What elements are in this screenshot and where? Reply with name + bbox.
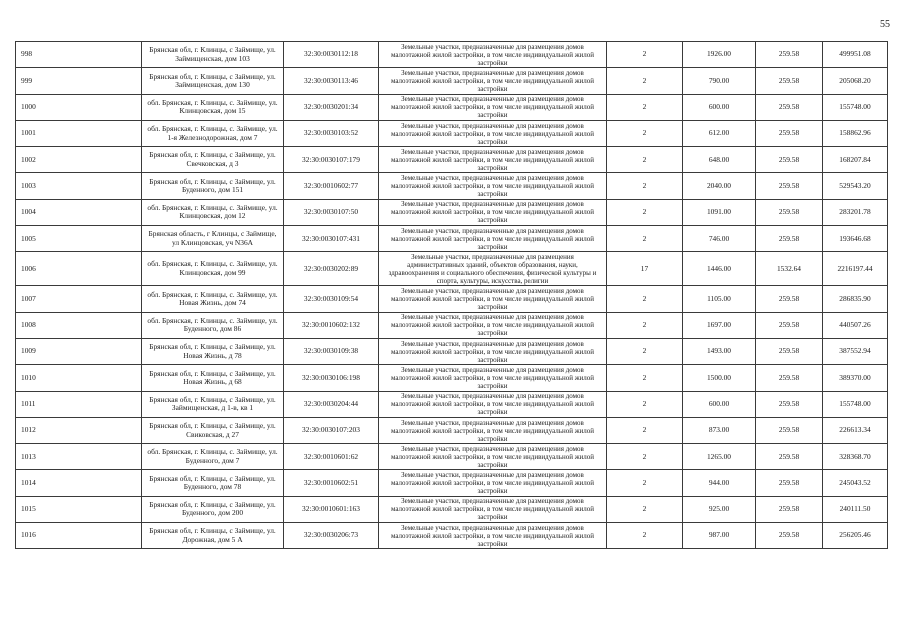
use-code-cell: 2 [607,42,683,68]
use-code-cell: 17 [607,252,683,286]
cadastral-value-cell: 226613.34 [823,417,888,443]
cadastral-number-cell: 32:30:0030112:18 [284,42,379,68]
row-number: 1013 [16,444,142,470]
specific-value-cell: 259.58 [756,338,823,364]
address-cell: Брянская обл, г. Клинцы, с Займище, ул. Новая Жизнь, д 68 [142,365,284,391]
row-number: 1016 [16,523,142,549]
cadastral-value-cell: 283201.78 [823,199,888,225]
land-use-cell: Земельные участки, предназначенные для размещения домов малоэтажной жилой застройки, в том числе индивидуальной жилой застройки [379,94,607,120]
use-code-cell: 2 [607,286,683,312]
row-number: 1001 [16,120,142,146]
land-use-cell: Земельные участки, предназначенные для размещения административных зданий, объектов образования, науки, здравоохранения и социального обеспечения, физической культуры и спорта, культуры, искусства, религии [379,252,607,286]
land-use-cell: Земельные участки, предназначенные для размещения домов малоэтажной жилой застройки, в том числе индивидуальной жилой застройки [379,286,607,312]
cadastral-value-cell: 389370.00 [823,365,888,391]
specific-value-cell: 259.58 [756,444,823,470]
table-row [16,444,888,470]
address-cell: Брянская обл, г. Клинцы, с Займище, ул. Свечковская, д 3 [142,147,284,173]
table-row [16,173,888,199]
row-number: 1008 [16,312,142,338]
use-code-cell: 2 [607,470,683,496]
cadastral-number-cell: 32:30:0030103:52 [284,120,379,146]
land-use-cell: Земельные участки, предназначенные для размещения домов малоэтажной жилой застройки, в том числе индивидуальной жилой застройки [379,391,607,417]
specific-value-cell: 259.58 [756,286,823,312]
land-use-cell: Земельные участки, предназначенные для размещения домов малоэтажной жилой застройки, в том числе индивидуальной жилой застройки [379,312,607,338]
cadastral-number-cell: 32:30:0010602:132 [284,312,379,338]
cadastral-number-cell: 32:30:0010602:77 [284,173,379,199]
specific-value-cell: 259.58 [756,120,823,146]
table-row [16,338,888,364]
land-use-cell: Земельные участки, предназначенные для размещения домов малоэтажной жилой застройки, в том числе индивидуальной жилой застройки [379,470,607,496]
specific-value-cell: 259.58 [756,147,823,173]
address-cell: обл. Брянская, г. Клинцы, с. Займище, ул. Клинцовская, дом 15 [142,94,284,120]
specific-value-cell: 259.58 [756,470,823,496]
specific-value-cell: 259.58 [756,42,823,68]
specific-value-cell: 259.58 [756,173,823,199]
area-cell: 1446.00 [683,252,756,286]
use-code-cell: 2 [607,199,683,225]
address-cell: обл. Брянская, г. Клинцы, с. Займище, ул. Клинцовская, дом 12 [142,199,284,225]
land-use-cell: Земельные участки, предназначенные для размещения домов малоэтажной жилой застройки, в том числе индивидуальной жилой застройки [379,226,607,252]
use-code-cell: 2 [607,94,683,120]
cadastral-number-cell: 32:30:0030107:50 [284,199,379,225]
address-cell: Брянская обл, г. Клинцы, с Займище, ул. Буденного, дом 78 [142,470,284,496]
table-row [16,391,888,417]
cadastral-number-cell: 32:30:0030107:179 [284,147,379,173]
land-use-cell: Земельные участки, предназначенные для размещения домов малоэтажной жилой застройки, в том числе индивидуальной жилой застройки [379,365,607,391]
row-number: 999 [16,68,142,94]
area-cell: 648.00 [683,147,756,173]
row-number: 1011 [16,391,142,417]
row-number: 1010 [16,365,142,391]
land-use-cell: Земельные участки, предназначенные для размещения домов малоэтажной жилой застройки, в том числе индивидуальной жилой застройки [379,42,607,68]
row-number: 1000 [16,94,142,120]
table-body [16,42,888,549]
cadastral-value-cell: 158862.96 [823,120,888,146]
area-cell: 612.00 [683,120,756,146]
land-use-cell: Земельные участки, предназначенные для размещения домов малоэтажной жилой застройки, в том числе индивидуальной жилой застройки [379,199,607,225]
specific-value-cell: 259.58 [756,94,823,120]
land-use-cell: Земельные участки, предназначенные для размещения домов малоэтажной жилой застройки, в том числе индивидуальной жилой застройки [379,417,607,443]
address-cell: Брянская обл, г. Клинцы, с Займище, ул. Буденного, дом 200 [142,496,284,522]
cadastral-number-cell: 32:30:0030107:431 [284,226,379,252]
area-cell: 1697.00 [683,312,756,338]
row-number: 1003 [16,173,142,199]
cadastral-value-cell: 387552.94 [823,338,888,364]
address-cell: обл. Брянская, г. Клинцы, с. Займище, ул. Новая Жизнь, дом 74 [142,286,284,312]
cadastral-number-cell: 32:30:0010601:163 [284,496,379,522]
area-cell: 746.00 [683,226,756,252]
cadastral-number-cell: 32:30:0030107:203 [284,417,379,443]
land-use-cell: Земельные участки, предназначенные для размещения домов малоэтажной жилой застройки, в том числе индивидуальной жилой застройки [379,68,607,94]
land-registry-table [15,41,888,549]
specific-value-cell: 259.58 [756,417,823,443]
specific-value-cell: 259.58 [756,523,823,549]
row-number: 1004 [16,199,142,225]
cadastral-value-cell: 256205.46 [823,523,888,549]
cadastral-number-cell: 32:30:0030106:198 [284,365,379,391]
area-cell: 1493.00 [683,338,756,364]
area-cell: 925.00 [683,496,756,522]
area-cell: 1105.00 [683,286,756,312]
specific-value-cell: 259.58 [756,68,823,94]
use-code-cell: 2 [607,68,683,94]
cadastral-value-cell: 529543.20 [823,173,888,199]
table-row [16,199,888,225]
address-cell: обл. Брянская, г. Клинцы, с. Займище, ул. Буденного, дом 86 [142,312,284,338]
table-row [16,147,888,173]
use-code-cell: 2 [607,523,683,549]
cadastral-number-cell: 32:30:0010601:62 [284,444,379,470]
land-use-cell: Земельные участки, предназначенные для размещения домов малоэтажной жилой застройки, в том числе индивидуальной жилой застройки [379,147,607,173]
cadastral-value-cell: 2216197.44 [823,252,888,286]
area-cell: 1265.00 [683,444,756,470]
land-use-cell: Земельные участки, предназначенные для размещения домов малоэтажной жилой застройки, в том числе индивидуальной жилой застройки [379,496,607,522]
table-row [16,312,888,338]
cadastral-value-cell: 155748.00 [823,391,888,417]
address-cell: обл. Брянская, г. Клинцы, с. Займище, ул. 1-я Железнодорожная, дом 7 [142,120,284,146]
area-cell: 2040.00 [683,173,756,199]
area-cell: 873.00 [683,417,756,443]
row-number: 1002 [16,147,142,173]
use-code-cell: 2 [607,365,683,391]
cadastral-value-cell: 286835.90 [823,286,888,312]
cadastral-value-cell: 245043.52 [823,470,888,496]
area-cell: 1091.00 [683,199,756,225]
cadastral-number-cell: 32:30:0030109:54 [284,286,379,312]
land-use-cell: Земельные участки, предназначенные для размещения домов малоэтажной жилой застройки, в том числе индивидуальной жилой застройки [379,444,607,470]
area-cell: 1500.00 [683,365,756,391]
row-number: 998 [16,42,142,68]
cadastral-number-cell: 32:30:0030113:46 [284,68,379,94]
table-row [16,417,888,443]
cadastral-value-cell: 440507.26 [823,312,888,338]
row-number: 1006 [16,252,142,286]
area-cell: 987.00 [683,523,756,549]
area-cell: 1926.00 [683,42,756,68]
land-use-cell: Земельные участки, предназначенные для размещения домов малоэтажной жилой застройки, в том числе индивидуальной жилой застройки [379,120,607,146]
cadastral-number-cell: 32:30:0030204:44 [284,391,379,417]
address-cell: обл. Брянская, г. Клинцы, с. Займище, ул. Буденного, дом 7 [142,444,284,470]
use-code-cell: 2 [607,391,683,417]
use-code-cell: 2 [607,496,683,522]
specific-value-cell: 259.58 [756,496,823,522]
specific-value-cell: 1532.64 [756,252,823,286]
land-use-cell: Земельные участки, предназначенные для размещения домов малоэтажной жилой застройки, в том числе индивидуальной жилой застройки [379,338,607,364]
row-number: 1009 [16,338,142,364]
cadastral-value-cell: 155748.00 [823,94,888,120]
table-row [16,286,888,312]
cadastral-value-cell: 168207.84 [823,147,888,173]
use-code-cell: 2 [607,312,683,338]
cadastral-number-cell: 32:30:0030202:89 [284,252,379,286]
cadastral-number-cell: 32:30:0010602:51 [284,470,379,496]
address-cell: Брянская обл, г. Клинцы, с Займище, ул. Дорожная, дом 5 А [142,523,284,549]
use-code-cell: 2 [607,173,683,199]
use-code-cell: 2 [607,226,683,252]
specific-value-cell: 259.58 [756,312,823,338]
use-code-cell: 2 [607,120,683,146]
row-number: 1007 [16,286,142,312]
use-code-cell: 2 [607,147,683,173]
row-number: 1014 [16,470,142,496]
address-cell: Брянская обл, г. Клинцы, с Займище, ул. Свиковская, д 27 [142,417,284,443]
cadastral-value-cell: 499951.08 [823,42,888,68]
cadastral-number-cell: 32:30:0030201:34 [284,94,379,120]
page-number: 55 [880,19,890,30]
specific-value-cell: 259.58 [756,199,823,225]
table-row [16,94,888,120]
row-number: 1015 [16,496,142,522]
table-row [16,42,888,68]
cadastral-number-cell: 32:30:0030109:38 [284,338,379,364]
table-row [16,365,888,391]
specific-value-cell: 259.58 [756,365,823,391]
cadastral-number-cell: 32:30:0030206:73 [284,523,379,549]
address-cell: Брянская обл, г. Клинцы, с Займище, ул. Новая Жизнь, д 78 [142,338,284,364]
area-cell: 600.00 [683,391,756,417]
area-cell: 600.00 [683,94,756,120]
table-row [16,496,888,522]
land-use-cell: Земельные участки, предназначенные для размещения домов малоэтажной жилой застройки, в том числе индивидуальной жилой застройки [379,173,607,199]
specific-value-cell: 259.58 [756,226,823,252]
table-row [16,226,888,252]
area-cell: 944.00 [683,470,756,496]
row-number: 1005 [16,226,142,252]
cadastral-value-cell: 193646.68 [823,226,888,252]
address-cell: обл. Брянская, г. Клинцы, с. Займище, ул. Клинцовская, дом 99 [142,252,284,286]
table-row [16,523,888,549]
specific-value-cell: 259.58 [756,391,823,417]
table-row [16,252,888,286]
address-cell: Брянская обл, г. Клинцы, с Займище, ул. Займищенская, дом 130 [142,68,284,94]
address-cell: Брянская обл, г. Клинцы, с Займище, ул. Займищенская, д 1-в, кв 1 [142,391,284,417]
row-number: 1012 [16,417,142,443]
cadastral-value-cell: 328368.70 [823,444,888,470]
address-cell: Брянская обл, г. Клинцы, с Займище, ул. Буденного, дом 151 [142,173,284,199]
address-cell: Брянская обл, г. Клинцы, с Займище, ул. Займищенская, дом 103 [142,42,284,68]
table-row [16,68,888,94]
cadastral-value-cell: 240111.50 [823,496,888,522]
use-code-cell: 2 [607,338,683,364]
table-row [16,470,888,496]
table-row [16,120,888,146]
land-use-cell: Земельные участки, предназначенные для размещения домов малоэтажной жилой застройки, в том числе индивидуальной жилой застройки [379,523,607,549]
cadastral-value-cell: 205068.20 [823,68,888,94]
use-code-cell: 2 [607,444,683,470]
use-code-cell: 2 [607,417,683,443]
area-cell: 790.00 [683,68,756,94]
address-cell: Брянская область, г Клинцы, с Займище, ул Клинцовская, уч N36А [142,226,284,252]
